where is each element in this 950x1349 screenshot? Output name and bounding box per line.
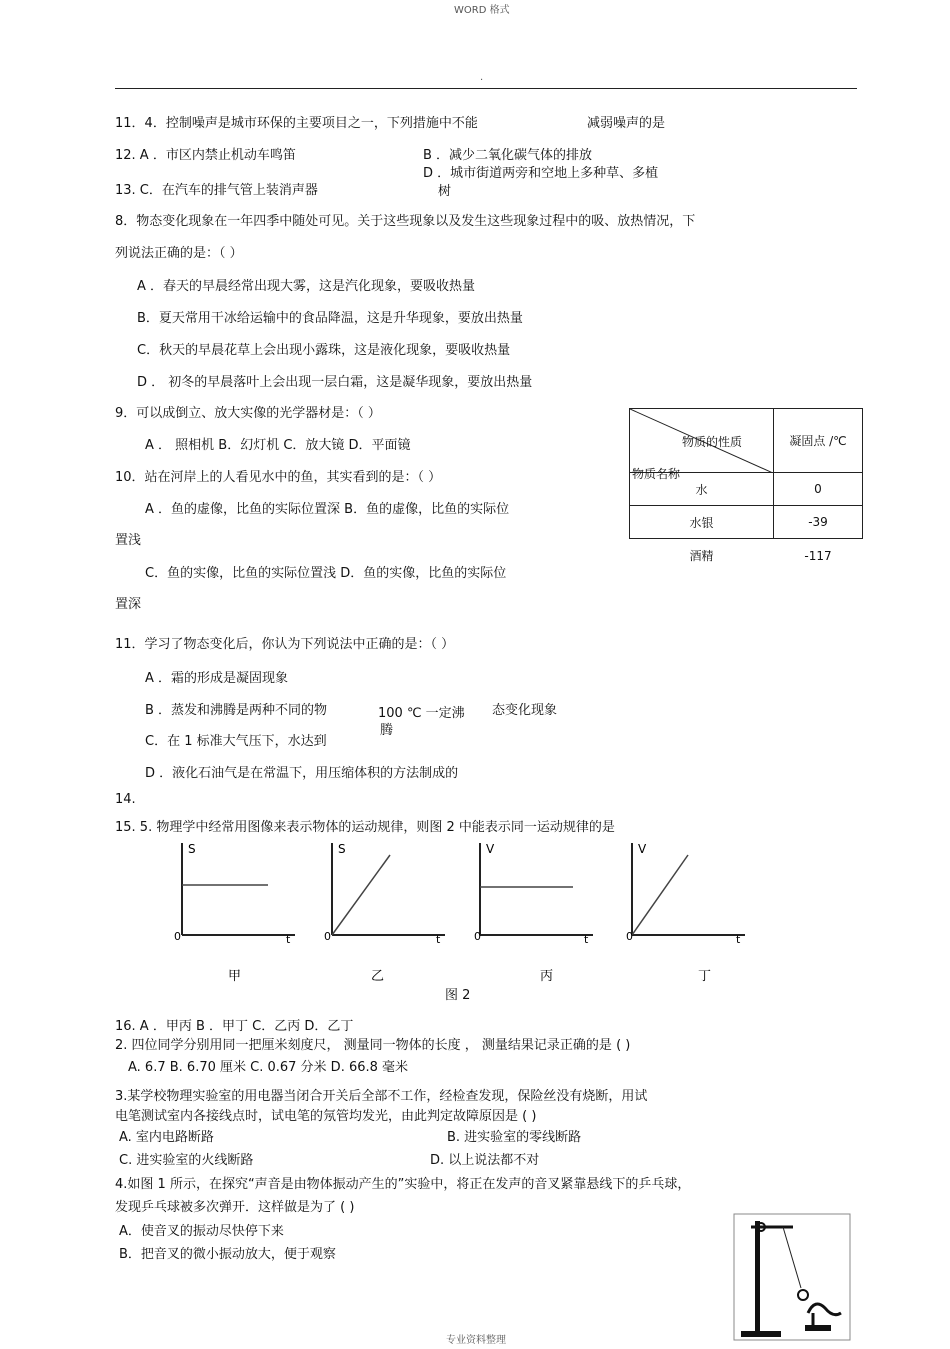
cell-alcohol: 酒精 — [689, 549, 714, 564]
q10-option-d-cont: 置深 — [115, 597, 142, 612]
graph-ding-origin: 0 — [626, 930, 633, 943]
q4-stem: 4.如图 1 所示，在探究“声音是由物体振动产生的”实验中，将正在发声的音叉紧靠悬线下的乒乓球， — [115, 1177, 691, 1192]
q2-stem: 2. 四位同学分别用同一把厘米刻度尺， 测量同一物体的长度 ， 测量结果记录正确的是 ( ) — [115, 1038, 631, 1053]
option-13d-cont: 树 — [438, 184, 452, 199]
cell-alcohol-value: -117 — [804, 548, 832, 563]
cell-water: 水 — [630, 473, 774, 506]
q3-option-c: C. 进实验室的火线断路 — [119, 1153, 254, 1168]
q10-option-cd: C．鱼的实像，比鱼的实际位置浅 D．鱼的实像，比鱼的实际位 — [145, 566, 507, 581]
page-header: WORD 格式 — [454, 5, 510, 16]
graph-jia-y-label: S — [188, 842, 196, 856]
q11-option-b: B ．蒸发和沸腾是两种不同的物 — [145, 703, 328, 718]
q8-option-c: C．秋天的早晨花草上会出现小露珠，这是液化现象，要吸收热量 — [137, 343, 511, 358]
q2-options: A. 6.7 B. 6.70 厘米 C. 0.67 分米 D. 66.8 毫米 — [128, 1060, 409, 1075]
header-freezing-point: 凝固点 /℃ — [774, 409, 863, 473]
q3-stem: 3.某学校物理实验室的用电器当闭合开关后全部不工作，经检查发现，保险丝没有烧断，用试 — [115, 1089, 648, 1104]
graph-bing-x-label: t — [584, 933, 589, 946]
graph-jia-x-label: t — [286, 933, 291, 946]
q3-option-d: D. 以上说法都不对 — [430, 1153, 540, 1168]
option-12a: 12. A ．市区内禁止机动车鸣笛 — [115, 148, 296, 163]
q10-stem: 10．站在河岸上的人看见水中的鱼，其实看到的是：（ ） — [115, 470, 442, 485]
q8-option-b: B．夏天常用干冰给运输中的食品降温，这是升华现象，要放出热量 — [137, 311, 523, 326]
graph-ding — [626, 842, 745, 984]
q11-option-b-mid: 100 ℃ 一定沸 — [378, 706, 465, 721]
option-12b: B ．减少二氧化碳气体的排放 — [423, 148, 593, 163]
line-11: 11．4．控制噪声是城市环保的主要项目之一，下列措施中不能 — [115, 116, 478, 131]
cell-mercury-value: -39 — [774, 506, 863, 539]
graph-bing-y-label: V — [486, 842, 495, 856]
page-footer: 专业资料整理 — [446, 1335, 506, 1346]
q3-option-a: A. 室内电路断路 — [119, 1130, 214, 1145]
q10-option-ab: A ．鱼的虚像，比鱼的实际位置深 B．鱼的虚像，比鱼的实际位 — [145, 502, 510, 517]
graph-yi-y-label: S — [338, 842, 346, 856]
melting-point-table — [629, 408, 863, 572]
graph-yi-origin: 0 — [324, 930, 331, 943]
q16-options: 16. A ．甲丙 B ．甲丁 C．乙丙 D．乙丁 — [115, 1019, 354, 1034]
q4-option-b: B．把音叉的微小振动放大，便于观察 — [119, 1247, 336, 1262]
header-substance: 物质名称 — [632, 467, 681, 481]
q8-stem-2: 列说法正确的是：（ ） — [115, 246, 243, 261]
q3-option-b: B. 进实验室的零线断路 — [447, 1130, 582, 1145]
figure-2-caption: 图 2 — [445, 988, 471, 1003]
graph-jia — [174, 842, 295, 984]
q8-option-d: D ． 初冬的早晨落叶上会出现一层白霜，这是凝华现象，要放出热量 — [137, 375, 533, 390]
q14-number: 14. — [115, 792, 136, 807]
header-property: 物质的性质 — [682, 435, 743, 449]
graph-yi-x-label: t — [436, 933, 441, 946]
cell-water-value: 0 — [774, 473, 863, 506]
graph-ding-x-label: t — [736, 933, 741, 946]
option-13c: 13. C．在汽车的排气管上装消声器 — [115, 183, 318, 198]
graph-bing-caption: 丙 — [540, 969, 554, 984]
q11-option-d: D ．液化石油气是在常温下，用压缩体积的方法制成的 — [145, 766, 459, 781]
q4-option-a: A．使音叉的振动尽快停下来 — [119, 1224, 284, 1239]
q3-stem-2: 电笔测试室内各接线点时，试电笔的氖管均发光，由此判定故障原因是 ( ) — [115, 1109, 537, 1124]
q9-options: A ． 照相机 B．幻灯机 C．放大镜 D．平面镜 — [145, 438, 411, 453]
q15-stem: 15. 5. 物理学中经常用图像来表示物体的运动规律，则图 2 中能表示同一运动规律的是 — [115, 820, 615, 835]
q11-stem: 11．学习了物态变化后，你认为下列说法中正确的是：（ ） — [115, 637, 455, 652]
q11-option-a: A ．霜的形成是凝固现象 — [145, 671, 289, 686]
q11-option-b-end: 态变化现象 — [492, 703, 558, 718]
graph-jia-origin: 0 — [174, 930, 181, 943]
q10-option-b-cont: 置浅 — [115, 533, 142, 548]
q11-option-c-cont: 腾 — [380, 723, 394, 738]
tuning-fork-apparatus-figure — [733, 1213, 851, 1341]
graph-jia-caption: 甲 — [228, 969, 242, 984]
graph-yi — [324, 842, 445, 984]
q8-option-a: A ．春天的早晨经常出现大雾，这是汽化现象，要吸收热量 — [137, 279, 476, 294]
motion-graphs-figure — [160, 835, 780, 985]
graph-bing-origin: 0 — [474, 930, 481, 943]
graph-ding-y-label: V — [638, 842, 647, 856]
graph-ding-caption: 丁 — [698, 969, 712, 984]
graph-bing — [474, 842, 593, 984]
cell-mercury: 水银 — [630, 506, 774, 539]
line-11-end: 减弱噪声的是 — [587, 116, 666, 131]
graph-yi-caption: 乙 — [371, 969, 385, 984]
q11-option-c: C．在 1 标准大气压下，水达到 — [145, 734, 327, 749]
table-diagonal-header — [630, 409, 774, 481]
q8-stem: 8．物态变化现象在一年四季中随处可见。关于这些现象以及发生这些现象过程中的吸、放热情况，下 — [115, 214, 696, 229]
header-rule — [115, 88, 857, 89]
q4-stem-2: 发现乒乓球被多次弹开．这样做是为了 ( ) — [115, 1200, 355, 1215]
option-12d: D ．城市街道两旁和空地上多种草、多植 — [423, 166, 659, 181]
q9-stem: 9．可以成倒立、放大实像的光学器材是：（ ） — [115, 406, 381, 421]
header-dot: . — [480, 72, 484, 83]
